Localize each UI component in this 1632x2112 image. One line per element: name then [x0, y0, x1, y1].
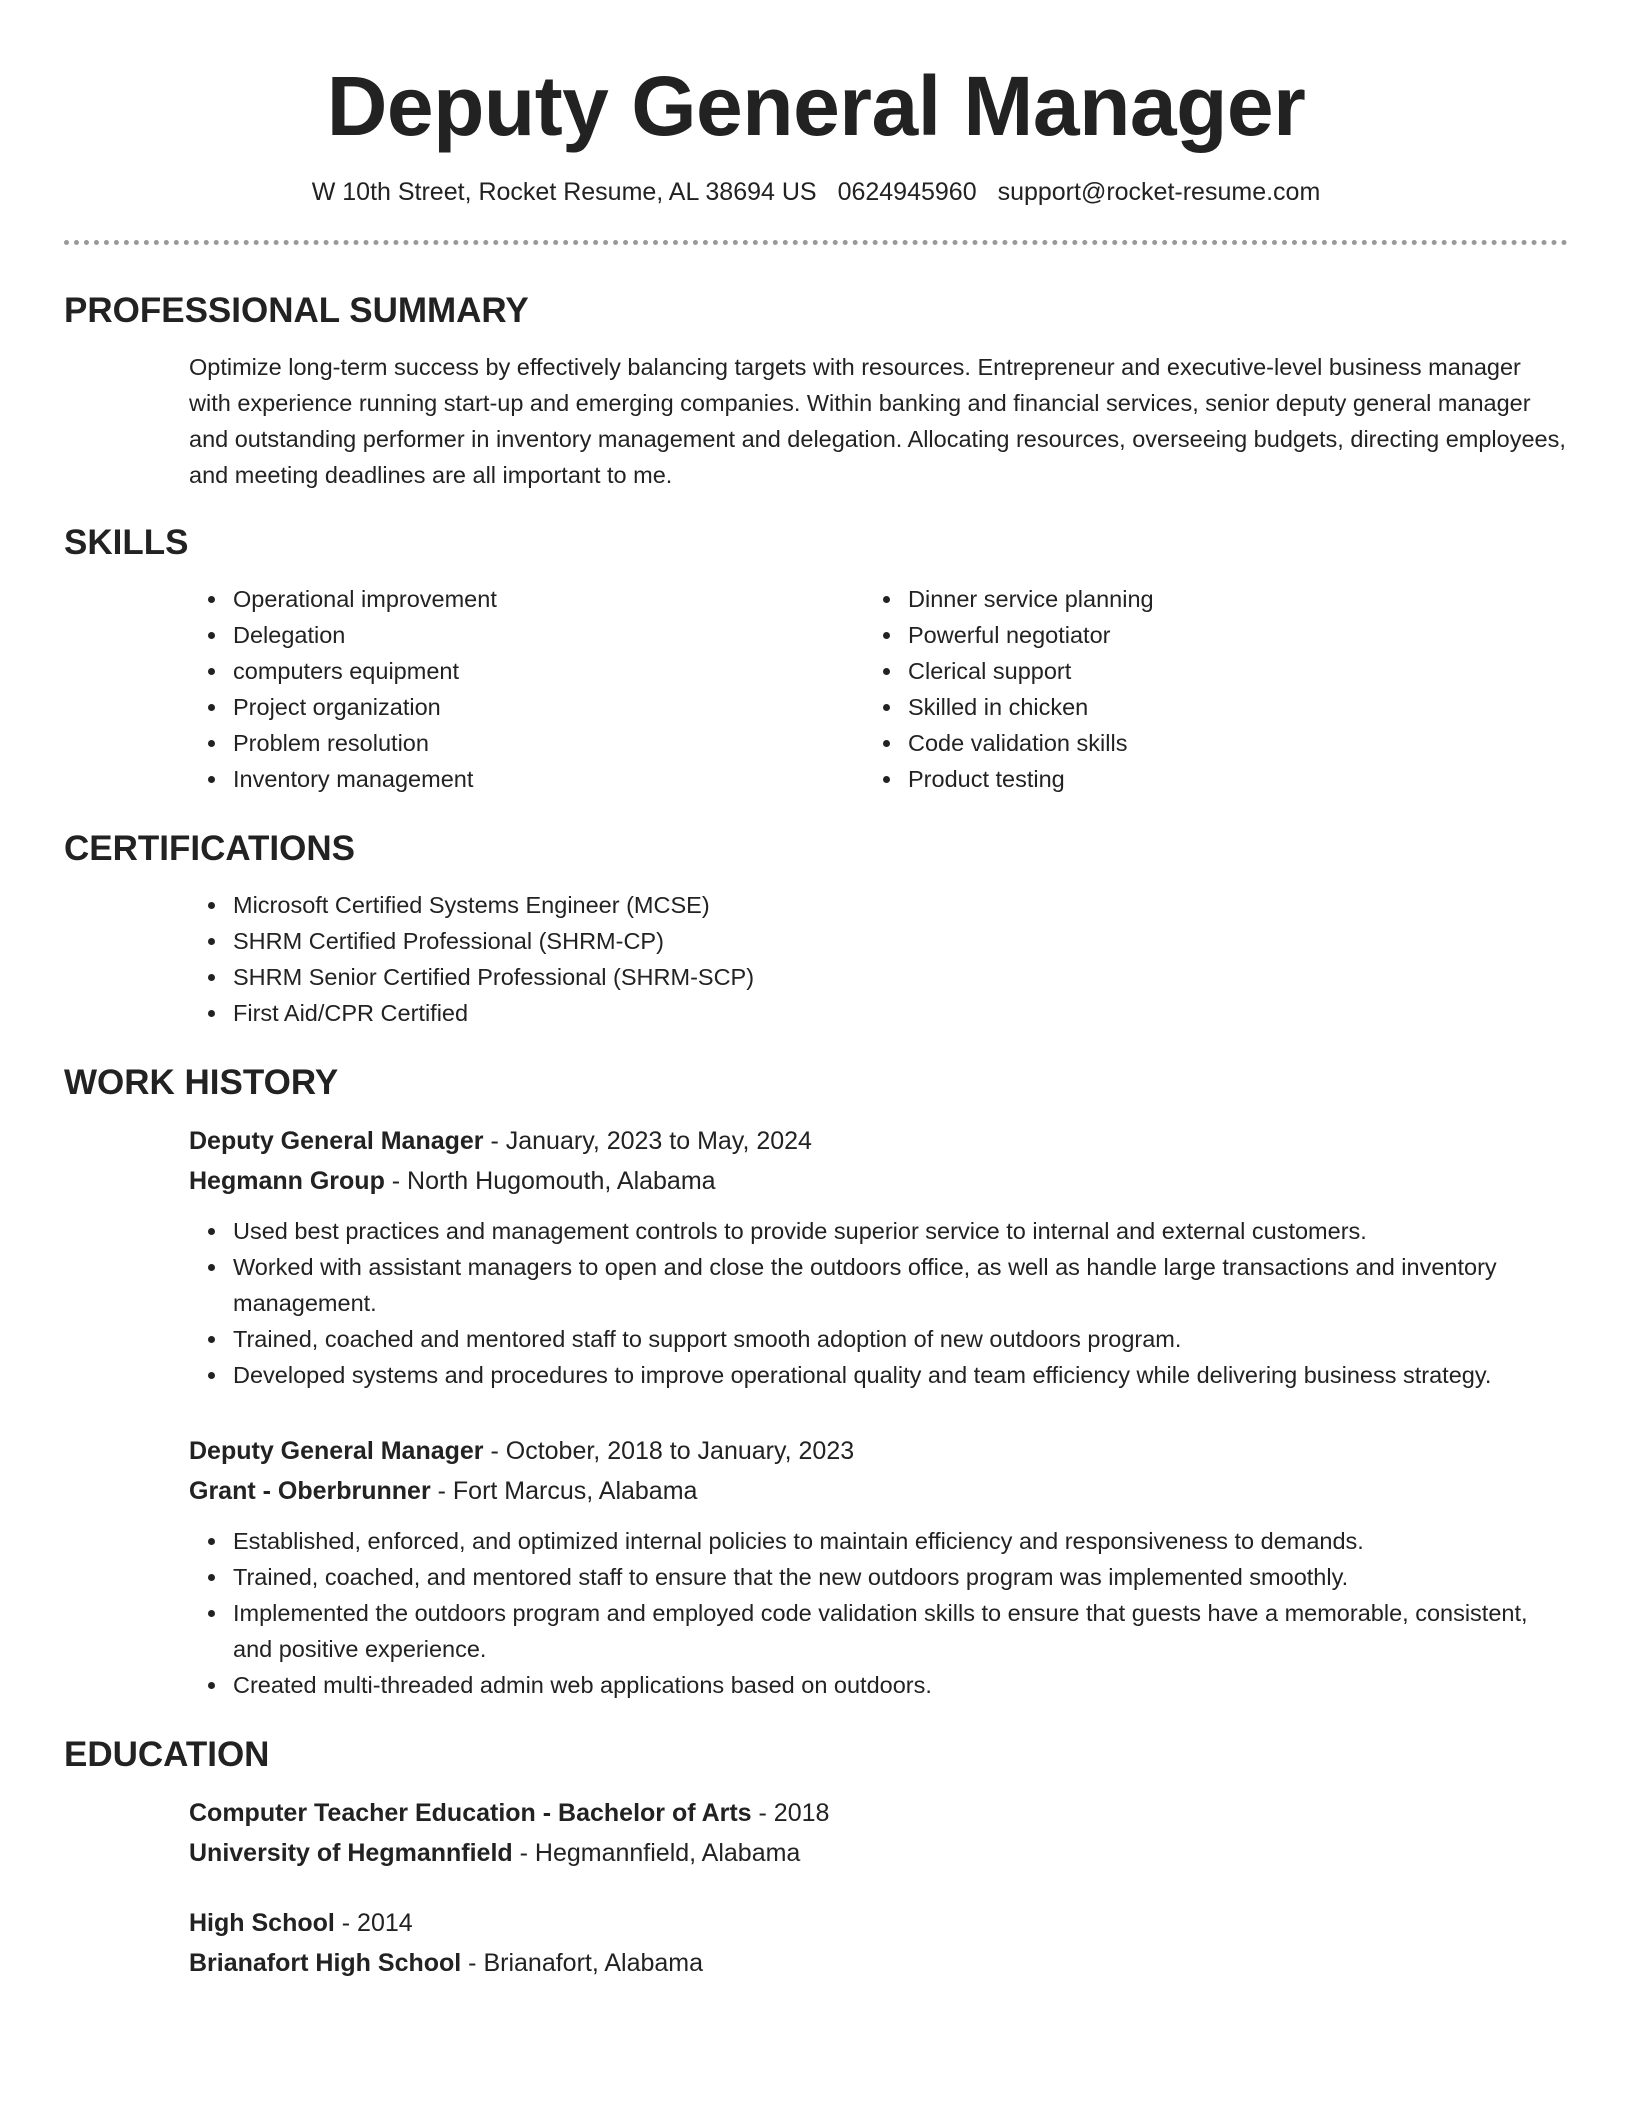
job-role-line — [189, 1431, 1568, 1471]
education-section — [64, 1793, 1568, 1983]
skills-list-left — [189, 581, 864, 797]
job-role-line — [189, 1121, 1568, 1161]
work-history-section — [64, 1121, 1568, 1703]
job-bullet: Worked with assistant managers to open and close the outdoors office, as well as handle large transactions and inventory management. — [233, 1249, 1568, 1321]
skill-item: Delegation — [233, 617, 864, 653]
certification-item: SHRM Certified Professional (SHRM-CP) — [233, 923, 1568, 959]
education-location: - Brianafort, Alabama — [461, 1949, 704, 1977]
skills-grid — [189, 581, 1568, 797]
education-degree-line — [189, 1903, 1568, 1943]
skills-list-right — [864, 581, 1539, 797]
job-role: Deputy General Manager — [189, 1127, 484, 1155]
job-bullet: Trained, coached, and mentored staff to ensure that the new outdoors program was implemented smoothly. — [233, 1559, 1568, 1595]
job-bullets — [189, 1523, 1568, 1703]
skill-item: Code validation skills — [908, 725, 1539, 761]
job-location: - Fort Marcus, Alabama — [430, 1477, 698, 1505]
education-school: Brianafort High School — [189, 1949, 462, 1977]
resume-name: Deputy General Manager — [326, 59, 1306, 153]
section-title-certifications: CERTIFICATIONS — [64, 829, 356, 868]
skill-item: Operational improvement — [233, 581, 864, 617]
skills-column-left — [189, 581, 864, 797]
job-bullet: Established, enforced, and optimized internal policies to maintain efficiency and responsiveness to demands. — [233, 1523, 1568, 1559]
job-dates: - October, 2018 to January, 2023 — [483, 1437, 855, 1465]
job-company-line — [189, 1471, 1568, 1511]
education-degree: Computer Teacher Education - Bachelor of Arts — [189, 1799, 752, 1827]
certification-item: Microsoft Certified Systems Engineer (MCSE) — [233, 887, 1568, 923]
contact-email: support@rocket-resume.com — [997, 178, 1321, 206]
job-dates: - January, 2023 to May, 2024 — [483, 1127, 812, 1155]
job-role: Deputy General Manager — [189, 1437, 484, 1465]
section-title-summary: PROFESSIONAL SUMMARY — [64, 291, 529, 330]
job-bullet: Created multi-threaded admin web applications based on outdoors. — [233, 1667, 1568, 1703]
skill-item: Product testing — [908, 761, 1539, 797]
skill-item: Powerful negotiator — [908, 617, 1539, 653]
job-entry — [189, 1431, 1568, 1703]
contact-line — [64, 174, 1568, 210]
contact-phone: 0624945960 — [837, 178, 977, 206]
certifications-list — [189, 887, 1568, 1031]
education-school: University of Hegmannfield — [189, 1839, 513, 1867]
education-school-line — [189, 1833, 1568, 1873]
skill-item: Problem resolution — [233, 725, 864, 761]
skills-column-right — [864, 581, 1539, 797]
education-degree: High School — [189, 1909, 335, 1937]
job-company: Hegmann Group — [189, 1167, 385, 1195]
contact-address: W 10th Street, Rocket Resume, AL 38694 US — [311, 178, 817, 206]
skill-item: Clerical support — [908, 653, 1539, 689]
job-company-line — [189, 1161, 1568, 1201]
education-school-line — [189, 1943, 1568, 1983]
skill-item: computers equipment — [233, 653, 864, 689]
job-location: - North Hugomouth, Alabama — [384, 1167, 716, 1195]
section-title-education: EDUCATION — [64, 1735, 270, 1774]
certification-item: SHRM Senior Certified Professional (SHRM-SCP) — [233, 959, 1568, 995]
job-bullet: Used best practices and management controls to provide superior service to internal and external customers. — [233, 1213, 1568, 1249]
education-location: - Hegmannfield, Alabama — [512, 1839, 801, 1867]
job-entry — [189, 1121, 1568, 1393]
education-entry — [189, 1793, 1568, 1873]
job-bullets — [189, 1213, 1568, 1393]
summary-section — [64, 349, 1568, 493]
certification-item: First Aid/CPR Certified — [233, 995, 1568, 1031]
header-divider — [64, 240, 1568, 245]
certifications-section — [64, 887, 1568, 1031]
education-degree-line — [189, 1793, 1568, 1833]
education-year: - 2018 — [751, 1799, 830, 1827]
skill-item: Dinner service planning — [908, 581, 1539, 617]
summary-text: Optimize long-term success by effectively balancing targets with resources. Entrepreneur and executive-level business manager with experience running start-up and emerging companies. Within banking and financial services, senior deputy general manager and outstanding performer in inventory management and delegation. Allocating resources, overseeing budgets, directing employees, and meeting deadlines are all important to me. — [189, 354, 1566, 488]
job-company: Grant - Oberbrunner — [189, 1477, 431, 1505]
education-entry — [189, 1903, 1568, 1983]
section-title-work-history: WORK HISTORY — [64, 1063, 339, 1102]
skills-section — [64, 581, 1568, 797]
education-year: - 2014 — [334, 1909, 413, 1937]
job-bullet: Developed systems and procedures to improve operational quality and team efficiency while delivering business strategy. — [233, 1357, 1568, 1393]
section-title-skills: SKILLS — [64, 523, 189, 562]
job-bullet: Implemented the outdoors program and employed code validation skills to ensure that guests have a memorable, consistent, and positive experience. — [233, 1595, 1568, 1667]
job-bullet: Trained, coached and mentored staff to support smooth adoption of new outdoors program. — [233, 1321, 1568, 1357]
skill-item: Inventory management — [233, 761, 864, 797]
skill-item: Project organization — [233, 689, 864, 725]
skill-item: Skilled in chicken — [908, 689, 1539, 725]
